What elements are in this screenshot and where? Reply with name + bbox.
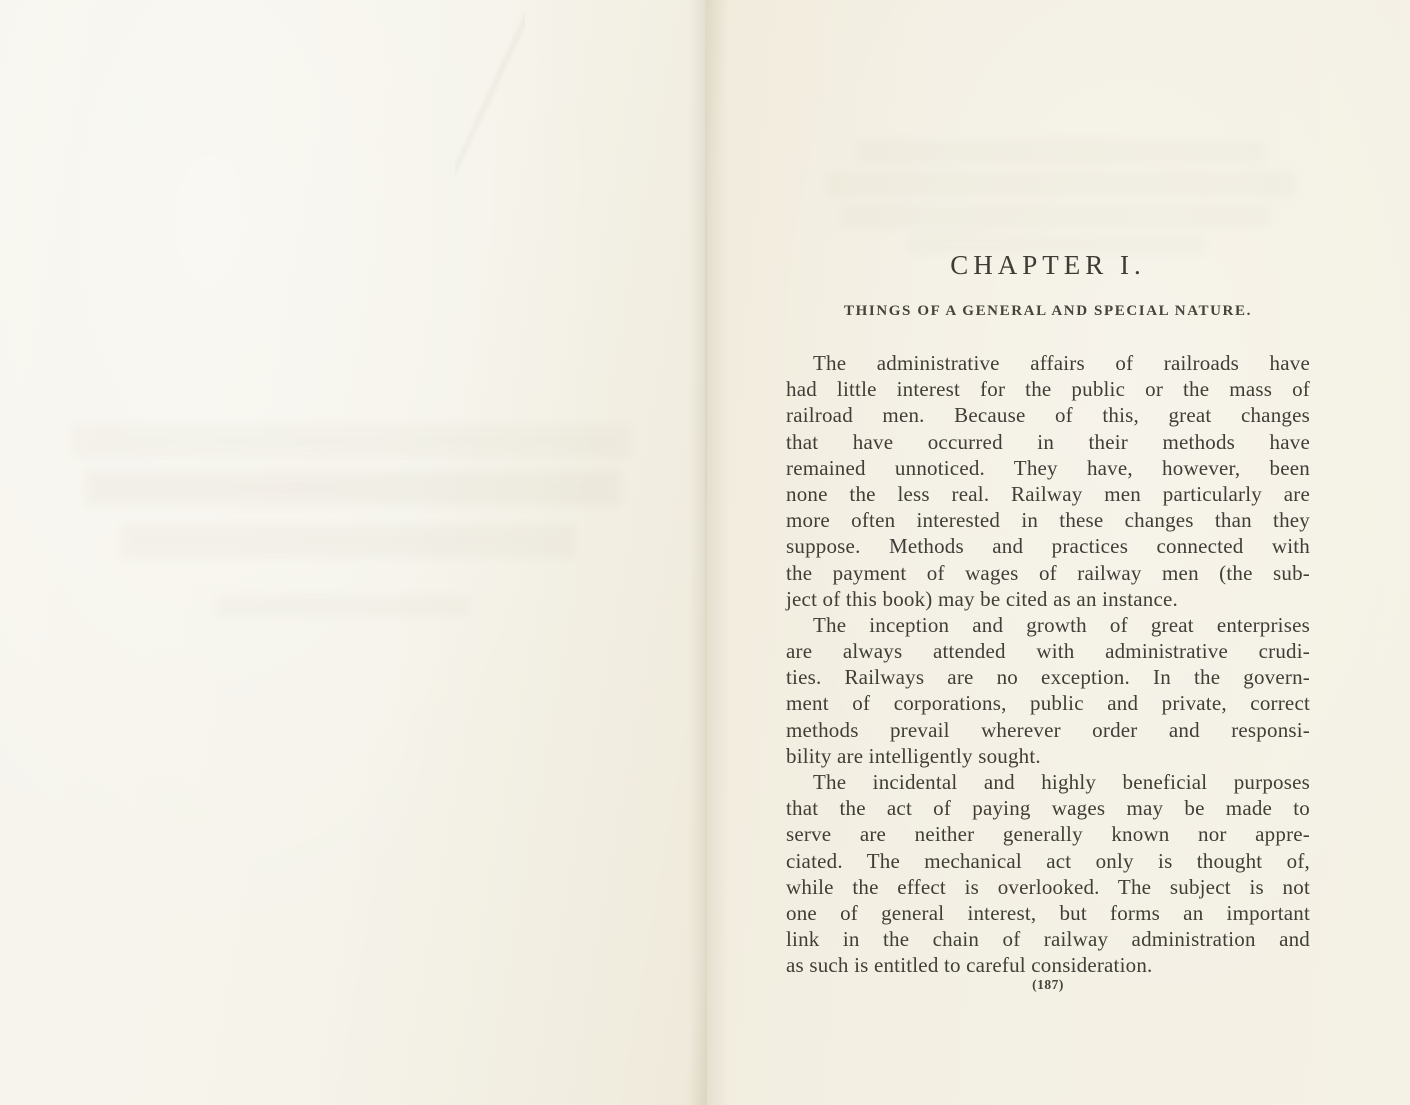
chapter-subtitle: THINGS OF A GENERAL AND SPECIAL NATURE. [844, 303, 1252, 319]
text-line: the payment of wages of railway men (the sub- [786, 560, 1310, 585]
text-line: link in the chain of railway administration and [786, 927, 1310, 952]
page-number: (187) [1032, 977, 1064, 992]
paragraph [786, 350, 1310, 612]
right-page [706, 0, 1410, 1105]
paper-crease [455, 0, 525, 190]
text-line: bility are intelligently sought. [786, 743, 1041, 768]
show-through-line [856, 140, 1266, 164]
chapter-heading: CHAPTER I. [950, 250, 1146, 280]
text-line: while the effect is overlooked. The subject is not [786, 874, 1310, 899]
spine-shadow [688, 0, 705, 1105]
text-line: railroad men. Because of this, great changes [786, 403, 1310, 428]
text-line: suppose. Methods and practices connected with [786, 534, 1310, 559]
show-through-line [70, 424, 630, 458]
text-line: ties. Railways are no exception. In the govern- [786, 665, 1310, 690]
text-line: The inception and growth of great enterprises [813, 612, 1310, 637]
text-line: none the less real. Railway men particularly are [786, 481, 1310, 506]
text-line: methods prevail wherever order and responsi- [786, 717, 1310, 742]
text-line: are always attended with administrative crudi- [786, 639, 1310, 664]
paragraph [786, 769, 1310, 979]
show-through-line [215, 596, 470, 616]
body-text [786, 350, 1310, 979]
show-through-line [841, 204, 1271, 228]
show-through-line [120, 524, 575, 558]
text-line: The incidental and highly beneficial purposes [813, 770, 1310, 794]
show-through-line [826, 172, 1296, 196]
text-line: ment of corporations, public and private, correct [786, 691, 1310, 716]
text-line: one of general interest, but forms an important [786, 900, 1310, 925]
text-line: ject of this book) may be cited as an instance. [786, 586, 1178, 611]
text-line: ciated. The mechanical act only is thought of, [786, 848, 1310, 873]
text-line: as such is entitled to careful consideration. [786, 953, 1153, 978]
text-line: that have occurred in their methods have [786, 429, 1310, 454]
spine-shadow [707, 0, 729, 1105]
text-line: The administrative affairs of railroads have [813, 351, 1310, 375]
paragraph [786, 612, 1310, 769]
text-line: remained unnoticed. They have, however, been [786, 455, 1310, 480]
text-line: serve are neither generally known nor appre- [786, 822, 1310, 847]
text-line: that the act of paying wages may be made to [786, 796, 1310, 821]
show-through-line [85, 470, 620, 506]
text-line: had little interest for the public or the mass of [786, 377, 1310, 402]
text-line: more often interested in these changes than they [786, 508, 1310, 533]
